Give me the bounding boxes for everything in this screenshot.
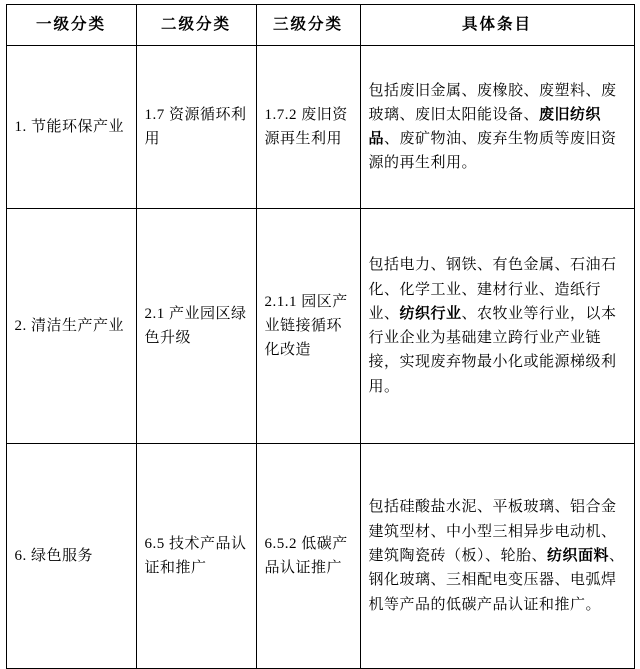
- cell-level2: 1.7 资源循环利用: [136, 46, 256, 209]
- table-body: [6, 46, 634, 669]
- column-header-level1: 一级分类: [6, 5, 136, 46]
- cell-level3: 2.1.1 园区产业链接循环化改造: [256, 209, 360, 444]
- table-header: [6, 5, 634, 46]
- column-header-level3: 三级分类: [256, 5, 360, 46]
- table-row: [6, 46, 634, 209]
- cell-level1: 2. 清洁生产产业: [6, 209, 136, 444]
- cell-level3: 6.5.2 低碳产品认证推广: [256, 444, 360, 669]
- cell-level1: 1. 节能环保产业: [6, 46, 136, 209]
- cell-level3: 1.7.2 废旧资源再生利用: [256, 46, 360, 209]
- cell-level2: 6.5 技术产品认证和推广: [136, 444, 256, 669]
- classification-table: [6, 4, 635, 669]
- cell-level1: 6. 绿色服务: [6, 444, 136, 669]
- column-header-level2: 二级分类: [136, 5, 256, 46]
- cell-detail: 包括硅酸盐水泥、平板玻璃、铝合金建筑型材、中小型三相异步电动机、建筑陶瓷砖（板）、轮胎、纺织面料、钢化玻璃、三相配电变压器、电弧焊机等产品的低碳产品认证和推广。: [360, 444, 634, 669]
- cell-detail: 包括废旧金属、废橡胶、废塑料、废玻璃、废旧太阳能设备、废旧纺织品、废矿物油、废弃生物质等废旧资源的再生利用。: [360, 46, 634, 209]
- table-header-row: [6, 5, 634, 46]
- column-header-detail: 具体条目: [360, 5, 634, 46]
- cell-detail: 包括电力、钢铁、有色金属、石油石化、化学工业、建材行业、造纸行业、纺织行业、农牧业等行业，以本行业企业为基础建立跨行业产业链接，实现废弃物最小化或能源梯级利用。: [360, 209, 634, 444]
- table-row: [6, 444, 634, 669]
- cell-level2: 2.1 产业园区绿色升级: [136, 209, 256, 444]
- table-row: [6, 209, 634, 444]
